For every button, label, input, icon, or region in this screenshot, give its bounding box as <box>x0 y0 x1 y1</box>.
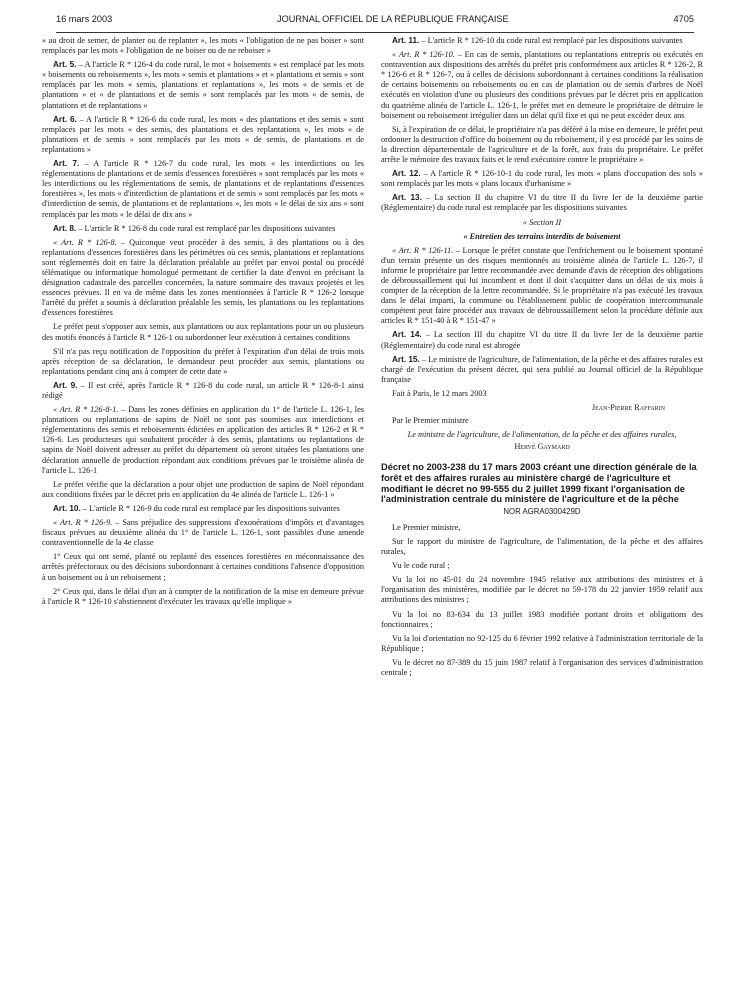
paragraph: Vu la loi d'orientation no 92-125 du 6 février 1992 relative à l'administration territoriale de la République ; <box>381 633 703 653</box>
article-13 <box>381 193 703 213</box>
paragraph: Le Premier ministre, <box>392 522 461 532</box>
article-label: Art. 10. <box>53 503 81 513</box>
done-at-line: Fait à Paris, le 12 mars 2003 <box>392 388 487 398</box>
article-label: Art. 8. <box>53 223 77 233</box>
quoted-article-label: « Art. R * 126-8-1. <box>53 405 119 415</box>
paragraph: 2° Ceux qui, dans le délai d'un an à compter de la notification de la mise en demeure prévue à l'article R * 126-10 s'abstiennent d'exécuter les travaux qu'elle implique » <box>42 586 364 606</box>
article-text: – L'article R * 126-8 du code rural est remplacé par les dispositions suivantes <box>76 223 336 233</box>
article-text: – A l'article R * 126-6 du code rural, les mots « des plantations et des semis » sont remplacés par les mots « des semis, des plantations et des replantations », les mots « de plantations et de semis » sont remplacés par les mots « de semis, de plantations et de replantations » <box>42 114 364 154</box>
article-5 <box>42 60 364 110</box>
article-13-quote <box>381 246 703 327</box>
quoted-article-text: – Lorsque le préfet constate que l'enfrichement ou le boisement spontané d'un terrain présente un des risques mentionnés au troisième alinéa de l'article L. 126-7, il informe le propriétaire par lettre recommandée avec demande d'avis de réception des obligations de débroussaillement qui lui incombent et dont il doit s'acquitter dans un délai de six mois à compter de la réception de la lettre recommandée. Si le propriétaire n'a pas exécuté les travaux dans le délai imparti, la commune ou l'établissement public de coopération intercommunale compétent peut faire procéder aux travaux de débroussaillement selon la procédure définie aux articles R * 151-40 à R * 151-47 » <box>381 245 703 326</box>
nor-reference: NOR AGRA0300429D <box>503 506 581 516</box>
quoted-article-text: – Sans préjudice des suppressions d'exonérations d'impôts et d'avantages fiscaux prévues au deuxième alinéa du 1° de l'article L. 126-1, sont passibles d'une amende contraventionnelle de la 4e classe <box>42 518 364 548</box>
article-label: Art. 12. <box>392 169 421 179</box>
article-text: – L'article R * 126-9 du code rural est remplacé par les dispositions suivantes <box>80 503 340 513</box>
paragraph: 1° Ceux qui ont semé, planté ou replanté des essences forestières en méconnaissance des arrêtés préfectoraux ou des décisions subordonnant à certaines conditions l'absence d'opposition à un boisement ou à un reboisement ; <box>42 552 364 582</box>
paragraph: Vu la loi no 83-634 du 13 juillet 1983 modifiée portant droits et obligations des fonctionnaires ; <box>381 609 703 629</box>
article-label: Art. 9. <box>53 380 78 390</box>
paragraph: Sur le rapport du ministre de l'agriculture, de l'alimentation, de la pêche et des affaires rurales, <box>381 536 703 557</box>
header-journal-title: JOURNAL OFFICIEL DE LA RÉPUBLIQUE FRANÇAISE <box>277 14 509 24</box>
article-14 <box>381 330 703 350</box>
article-label: Art. 14. <box>392 330 422 340</box>
article-text: – La section III du chapitre VI du titre II du livre Ier de la deuxième partie (Réglementaire) du code rural est abrogée <box>381 330 704 350</box>
article-10-quote <box>42 518 364 548</box>
article-9 <box>42 381 364 401</box>
article-11 <box>381 36 703 46</box>
signatory-prime-minister: Jean-Pierre Raffarin <box>591 403 665 412</box>
section-subheading: « Entretien des terrains interdits de boisement <box>463 231 621 241</box>
article-text: – Le ministre de l'agriculture, de l'alimentation, de la pêche et des affaires rurales est chargé de l'exécution du présent décret, qui sera publié au Journal officiel de la République française <box>381 354 703 384</box>
paragraph: Le préfet vérifie que la déclaration a pour objet une production de sapins de Noël répondant aux conditions fixées par le décret pris en application du 4e alinéa de l'article L. 126-1 » <box>42 479 364 499</box>
quoted-article-text: – Quiconque veut procéder à des semis, à des plantations ou à des replantations d'essences forestières dans les périmètres où ces semis, plantations et replantations sont réglementés doit en faire la déclaration préalable au préfet par envoi postal ou procédé télématique ou informatique homologué permettant de certifier la date d'envoi en précisant la désignation cadastrale des parcelles concernées, la nature sommaire des travaux projetés et les essences prévues. Il en va de même dans les zones mentionnées à l'article R * 126-2 lorsque l'arrêté du préfet a soumis à déclaration préalable les semis, les plantations ou les replantations d'essences forestières <box>42 237 364 318</box>
article-text: – L'article R * 126-10 du code rural est remplacé par les dispositions suivantes <box>419 36 683 45</box>
article-9-quote <box>42 405 364 476</box>
article-12 <box>381 169 703 189</box>
by-prime-minister-line: Par le Premier ministre <box>392 416 469 426</box>
paragraph: Vu le code rural ; <box>392 561 450 571</box>
header-page-number: 4705 <box>673 14 694 24</box>
article-label: Art. 13. <box>392 193 422 203</box>
quoted-article-label: « Art. R * 126-10. <box>392 50 455 60</box>
header-date: 16 mars 2003 <box>56 14 113 24</box>
article-6 <box>42 115 364 155</box>
article-11-quote <box>381 50 703 121</box>
article-15 <box>381 355 703 385</box>
signatory-minister: Hervé Gaymard <box>514 442 570 452</box>
article-text: – A l'article R * 126-10-1 du code rural, les mots « plans d'occupation des sols » sont remplacés par les mots « plans locaux d'urbanisme » <box>381 169 703 189</box>
page-header <box>56 14 694 33</box>
article-label: Art. 5. <box>53 60 77 70</box>
intro-paragraph: « au droit de semer, de planter ou de replanter », les mots « l'obligation de ne pas boiser » sont remplacés par les mots « l'obligation de ne boiser ou de ne reboiser » <box>42 36 364 56</box>
article-text: – A l'article R * 126-7 du code rural, les mots « les interdictions ou les réglementations de plantations et de semis d'essences forestières » sont remplacés par les mots « les interdictions ou les réglementations de semis, de plantations et de replantations d'essences forestières », les mots « d'interdiction de plantations et de semis » sont remplacés par les mots « d'interdiction de semis, de plantations et de replantations », les mots « le délai de six ans » sont remplacés par les mots « le délai de dix ans » <box>42 159 364 219</box>
quoted-article-text: – En cas de semis, plantations ou replantations entrepris ou exécutés en contravention aux dispositions des arrêtés du préfet pris conformément aux articles R * 126-2, R * 126-6 et R * 126-7, ou à celles de décisions subordonnant à certaines conditions la réalisation de certains boisements ou reboisements ou en cas de plantation ou de semis d'arbres de Noël exécutés en violation d'une ou plusieurs des conditions prévues par le décret pris en application du quatrième alinéa de l'article L. 126-1, le préfet met en demeure le propriétaire de détruire le boisement ou reboisement irrégulier dans un délai qu'il fixe et qui ne peut excéder deux ans <box>381 50 703 120</box>
article-label: Art. 15. <box>392 354 420 364</box>
paragraph: Vu le décret no 87-389 du 15 juin 1987 relatif à l'organisation des services d'administration centrale ; <box>381 657 703 677</box>
paragraph: S'il n'a pas reçu notification de l'opposition du préfet à l'expiration d'un délai de trois mois après réception de sa déclaration, le demandeur peut procéder aux semis, plantations ou replantations pendant cinq ans à compter de cette date » <box>42 346 364 376</box>
quoted-article-label: « Art. R * 126-8. <box>53 237 117 247</box>
article-text: – A l'article R * 126-4 du code rural, le mot « boisements » est remplacé par les mots « boisements ou reboisements », les mots « semis et plantations » et « plantations et semis » sont remplacés par les mots « semis, plantations et replantations », les mots « de semis et de plantations » et « de plantations et de semis » sont remplacés par les mots « de semis, de plantations et de replantations » <box>42 60 364 110</box>
article-8-quote <box>42 238 364 319</box>
left-column <box>42 36 364 611</box>
paragraph: Le préfet peut s'opposer aux semis, aux plantations ou aux replantations pour un ou plusieurs des motifs énoncés à l'article R * 126-1 ou subordonner leur exécution à certaines conditions <box>42 322 364 342</box>
article-label: Art. 7. <box>53 159 80 169</box>
quoted-article-label: « Art. R * 126-11. <box>392 245 454 255</box>
article-label: Art. 6. <box>53 114 77 124</box>
article-8 <box>42 224 364 234</box>
paragraph: Si, à l'expiration de ce délai, le propriétaire n'a pas déféré à la mise en demeure, le préfet peut ordonner la destruction d'office du boisement ou du reboisement, il y est procédé par les soins de la direction départementale de l'agriculture et de la forêt, aux frais du propriétaire. Le préfet arrête le mémoire des travaux faits et le rend exécutoire contre le propriétaire » <box>381 124 703 165</box>
article-text: – La section II du chapitre VI du titre II du livre Ier de la deuxième partie (Réglementaire) du code rural est remplacée par les dispositions suivantes <box>381 193 703 213</box>
article-text: – Il est créé, après l'article R * 126-8 du code rural, un article R * 126-8-1 ainsi rédigé <box>42 380 364 400</box>
article-10 <box>42 504 364 514</box>
article-label: Art. 11. <box>392 36 420 45</box>
right-column <box>381 36 703 682</box>
decree-title: Décret no 2003-238 du 17 mars 2003 créant une direction générale de la forêt et des affaires rurales au ministère chargé de l'agriculture et modifiant le décret no 99-555 du 2 juillet 1999 fixant l'organisation de l'administration centrale du ministère de l'agriculture et de la pêche <box>381 462 697 505</box>
article-7 <box>42 159 364 220</box>
paragraph: Vu la loi no 45-01 du 24 novembre 1945 relative aux attributions des ministres et à l'organisation des ministères, modifiée par le décret no 59-178 du 22 janvier 1959 relatif aux attributions des ministres ; <box>381 575 703 605</box>
quoted-article-text: – Dans les zones définies en application du 1° de l'article L. 126-1, les plantations ou replantations de sapins de Noël ne sont pas soumises aux interdictions et réglementations des semis et reboisements édictées en application des articles R * 126-2 et R * 126-6. Les producteurs qui souhaitent procéder à des semis, plantations ou replantations de sapins de Noël doivent adresser au préfet du département où seront situées les plantations une déclaration annuelle de production répondant aux conditions prévues par le troisième alinéa de l'article L. 126-1 <box>42 405 365 475</box>
quoted-article-label: « Art. R * 126-9. <box>53 518 113 528</box>
section-heading: « Section II <box>522 217 562 227</box>
minister-title: Le ministre de l'agriculture, de l'alimentation, de la pêche et des affaires rurales, <box>407 430 677 440</box>
